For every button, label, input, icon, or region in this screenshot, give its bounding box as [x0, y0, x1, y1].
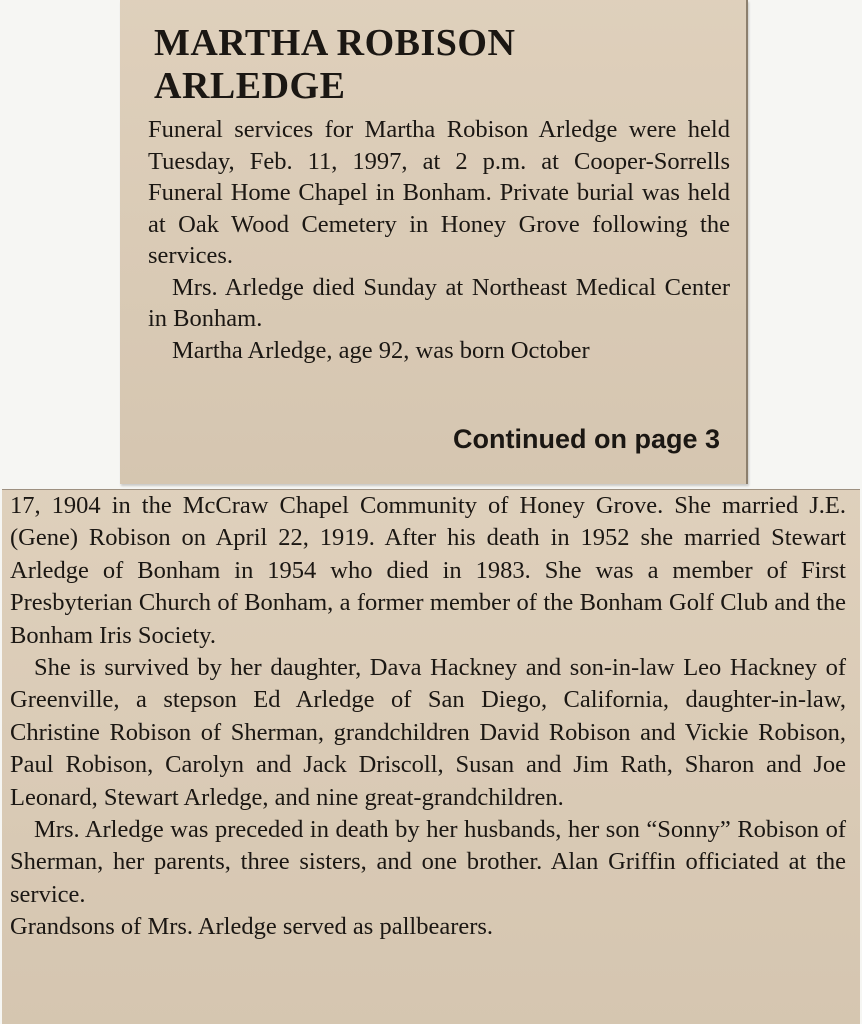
- article-body-bottom: [10, 490, 846, 944]
- paragraph-death: Mrs. Arledge died Sunday at Northeast Medical Center in Bonham.: [148, 273, 730, 332]
- headline: [154, 22, 730, 108]
- headline-line-1: MARTHA ROBISON: [154, 22, 516, 64]
- paragraph-birth-start: Martha Arledge, age 92, was born October: [172, 336, 590, 364]
- paragraph-survivors: She is survived by her daughter, Dava Hackney and son-in-law Leo Hackney of Greenville, a stepson Ed Arledge of San Diego, California, daughter-in-law, Christine Robison of Sherman, grandchildren David Robison and Vickie Robison, Paul Robison, Carolyn and Jack Driscoll, Susan and Jim Rath, Sharon and Joe Leonard, Stewart Arledge, and nine great-grandchildren.: [10, 654, 846, 811]
- obituary-clipping-bottom: [2, 489, 860, 1024]
- article-body-top: [148, 114, 730, 366]
- obituary-clipping-top: [120, 0, 748, 484]
- paragraph-funeral-services: Funeral services for Martha Robison Arledge were held Tuesday, Feb. 11, 1997, at 2 p.m. at Cooper-Sorrells Funeral Home Chapel in Bonham. Private burial was held at Oak Wood Cemetery in Honey Grove following the services.: [148, 116, 730, 269]
- paragraph-pallbearers: Grandsons of Mrs. Arledge served as pallbearers.: [10, 913, 494, 941]
- paragraph-preceded: Mrs. Arledge was preceded in death by her husbands, her son “Sonny” Robison of Sherman, her parents, three sisters, and one brother. Alan Griffin officiated at the service.: [10, 816, 846, 908]
- headline-line-2: ARLEDGE: [154, 65, 346, 107]
- paragraph-biography: 17, 1904 in the McCraw Chapel Community of Honey Grove. She married J.E. (Gene) Robison on April 22, 1919. After his death in 1952 she married Stewart Arledge of Bonham in 1954 who died in 1983. She was a member of First Presbyterian Church of Bonham, a former member of the Bonham Golf Club and the Bonham Iris Society.: [10, 492, 846, 649]
- continued-notice: Continued on page 3: [453, 424, 720, 454]
